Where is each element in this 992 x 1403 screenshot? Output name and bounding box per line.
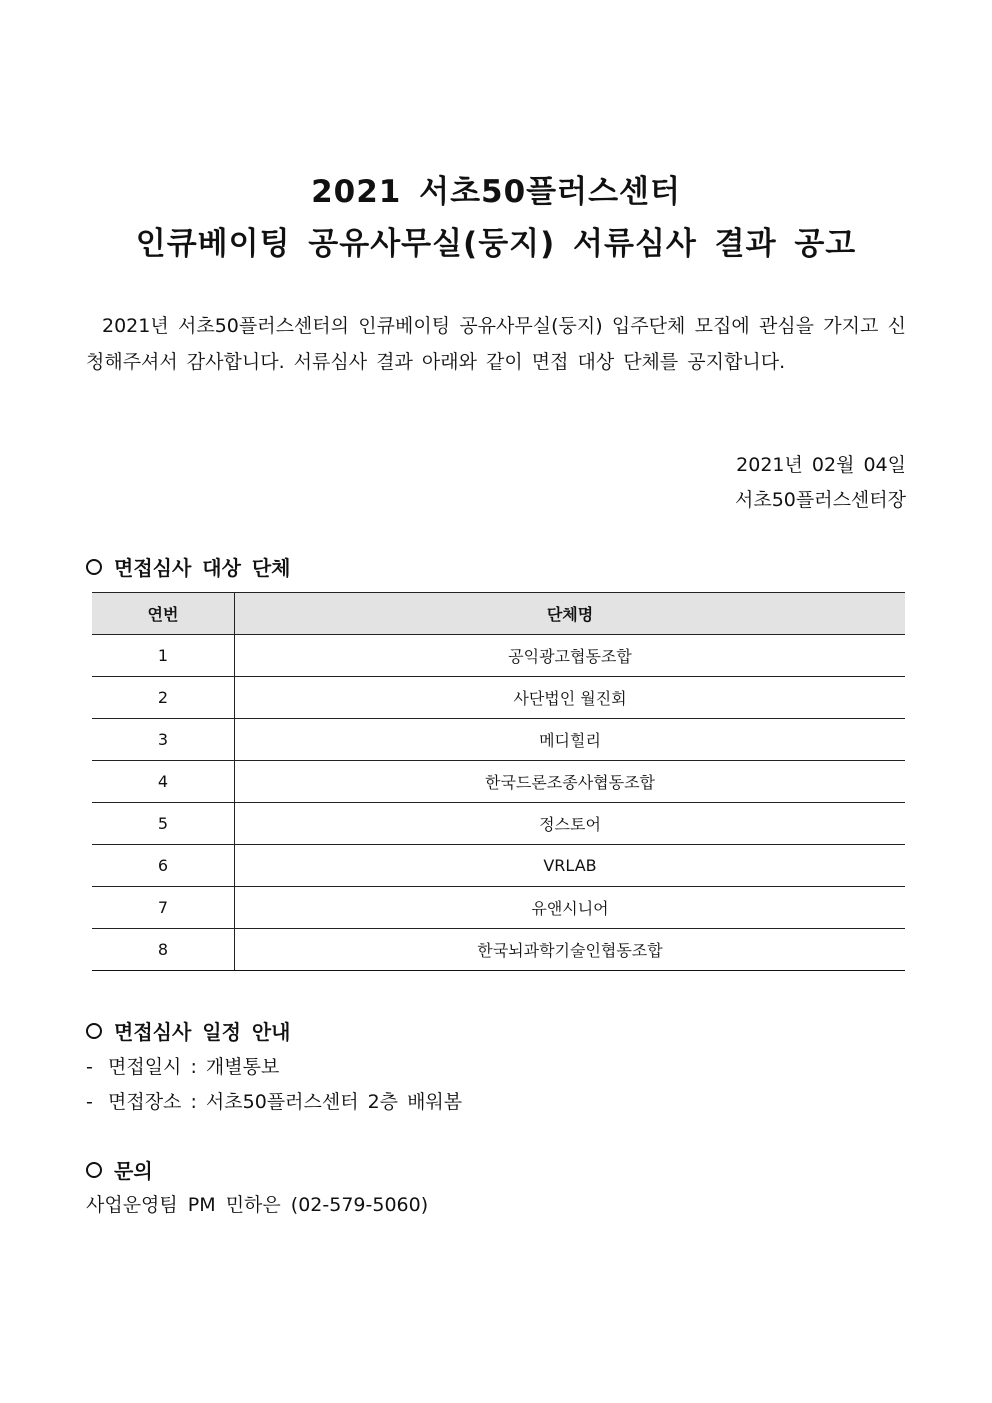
table-row [92,887,905,929]
section-interview-schedule-heading [86,1016,291,1045]
intro-paragraph: 2021년 서초50플러스센터의 인큐베이팅 공유사무실(둥지) 입주단체 모집에 관심을 가지고 신청해주셔서 감사합니다. 서류심사 결과 아래와 같이 면접 대상 단체를 공지합니다. [86,315,906,373]
schedule-item-text: 면접장소 : 서초50플러스센터 2층 배워봄 [108,1091,463,1113]
table-row [92,635,905,677]
circle-bullet-icon [86,1023,102,1039]
organizations-table [92,592,905,971]
table-row [92,929,905,971]
section-heading-text: 면접심사 일정 안내 [114,1020,291,1044]
column-header-number: 연번 [92,593,235,635]
table-row [92,803,905,845]
org-name: 공익광고협동조합 [235,635,906,677]
table-row [92,761,905,803]
org-name: 정스토어 [235,803,906,845]
org-name: 사단법인 월진회 [235,677,906,719]
column-header-org-name: 단체명 [235,593,906,635]
table-row [92,845,905,887]
section-heading-text: 면접심사 대상 단체 [114,556,291,580]
table-row [92,677,905,719]
org-name: 메디힐리 [235,719,906,761]
row-number: 6 [92,845,235,887]
circle-bullet-icon [86,559,102,575]
announcement-issuer: 서초50플러스센터장 [734,489,906,511]
row-number: 2 [92,677,235,719]
row-number: 3 [92,719,235,761]
title-line-2: 인큐베이팅 공유사무실(둥지) 서류심사 결과 공고 [135,226,857,262]
org-name: 유앤시니어 [235,887,906,929]
section-interview-targets-heading [86,552,291,581]
schedule-item-date [86,1052,279,1079]
row-number: 5 [92,803,235,845]
schedule-item-text: 면접일시 : 개별통보 [108,1056,280,1078]
contact-info: 사업운영팀 PM 민하은 (02-579-5060) [86,1194,429,1216]
dash-bullet-icon: - [86,1091,93,1113]
section-inquiry-heading [86,1155,153,1184]
row-number: 7 [92,887,235,929]
circle-bullet-icon [86,1162,102,1178]
announcement-date: 2021년 02월 04일 [736,454,906,476]
dash-bullet-icon: - [86,1056,93,1078]
table-row [92,719,905,761]
title-line-1: 2021 서초50플러스센터 [311,174,681,210]
table-header-row [92,593,905,635]
org-name: VRLAB [235,845,906,887]
row-number: 8 [92,929,235,971]
row-number: 1 [92,635,235,677]
row-number: 4 [92,761,235,803]
section-heading-text: 문의 [114,1159,153,1183]
schedule-item-location [86,1087,462,1114]
org-name: 한국뇌과학기술인협동조합 [235,929,906,971]
org-name: 한국드론조종사협동조합 [235,761,906,803]
